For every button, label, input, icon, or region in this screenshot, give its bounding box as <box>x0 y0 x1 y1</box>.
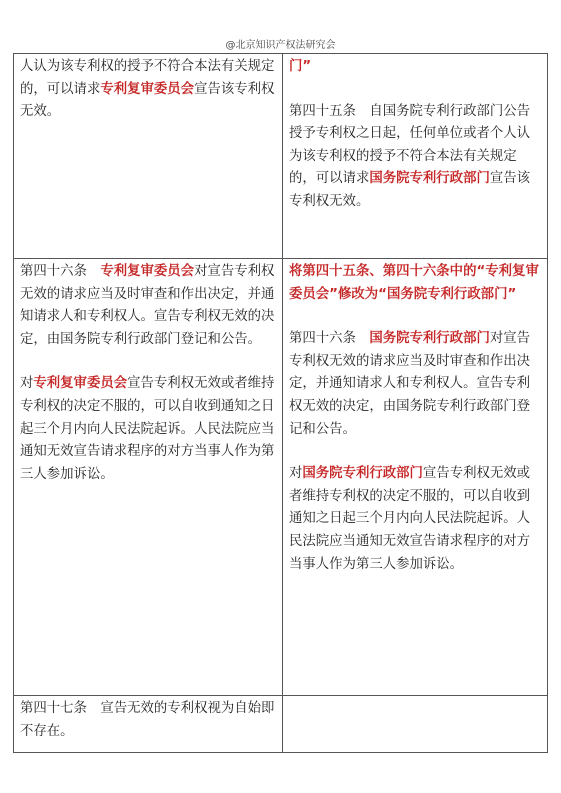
text-span: 第四十五条 自国务院专利行政部门公告授予专利权之日起，任何单位或者个人认为该专利权的授予不符合本法有关规定的，可以请求 <box>289 103 531 187</box>
highlight-term: 国务院专利行政部门 <box>369 171 490 187</box>
table-row <box>14 54 548 259</box>
clause-text <box>20 56 276 124</box>
text-span: 对宣告专利权无效的请求应当及时审查和作出决定，并通知请求人和专利权人。宣告专利权无效的决定，由国务院专利行政部门登记和公告。 <box>289 331 531 437</box>
text-span: 宣告该专利权无效。 <box>289 171 531 209</box>
clause-text <box>289 328 541 441</box>
highlight-term: 国务院专利行政部门 <box>369 331 490 347</box>
comparison-table <box>13 53 548 753</box>
clause-text <box>20 261 276 351</box>
text-span: 第四十六条 <box>20 264 101 279</box>
amendment-note: 将第四十五条、第四十六条中的“专利复审委员会”修改为“国务院专利行政部门” <box>289 264 539 302</box>
right-cell <box>283 259 548 696</box>
text-span: 对 <box>289 466 303 482</box>
text-span: 宣告该专利权无效。 <box>20 81 275 120</box>
text-span: 人认为该专利权的授予不符合本法有关规定的，可以请求 <box>20 59 275 97</box>
clause-text <box>20 373 276 486</box>
left-cell <box>14 54 283 259</box>
table-row <box>14 259 548 696</box>
highlight-term: 专利复审委员会 <box>100 264 195 279</box>
left-cell <box>14 696 283 753</box>
highlight-term: 专利复审委员会 <box>100 81 195 97</box>
highlight-term: 专利复审委员会 <box>33 376 128 392</box>
clause-text <box>289 101 541 214</box>
text-span: 宣告专利权无效或者维持专利权的决定不服的，可以自收到通知之日起三个月内向人民法院起诉。人民法院应当通知无效宣告请求程序的对方当事人作为第三人参加诉讼。 <box>289 466 531 572</box>
table-row <box>14 696 548 753</box>
amendment-tail: 门” <box>289 59 312 74</box>
text-span: 对 <box>20 376 34 392</box>
right-cell-empty <box>283 696 548 753</box>
clause-text: 第四十七条 宣告无效的专利权视为自始即不存在。 <box>20 701 275 739</box>
clause-text <box>289 463 541 576</box>
watermark: @北京知识产权法研究会 <box>225 40 336 51</box>
text-span: 第四十六条 <box>289 331 370 347</box>
text-span: 宣告专利权无效或者维持专利权的决定不服的，可以自收到通知之日起三个月内向人民法院起诉。人民法院应当通知无效宣告请求程序的对方当事人作为第三人参加诉讼。 <box>20 376 275 482</box>
highlight-term: 国务院专利行政部门 <box>302 466 423 482</box>
right-cell <box>283 54 548 259</box>
left-cell <box>14 259 283 696</box>
text-span: 对宣告专利权无效的请求应当及时审查和作出决定，并通知请求人和专利权人。宣告专利权无效的决定，由国务院专利行政部门登记和公告。 <box>20 264 275 347</box>
